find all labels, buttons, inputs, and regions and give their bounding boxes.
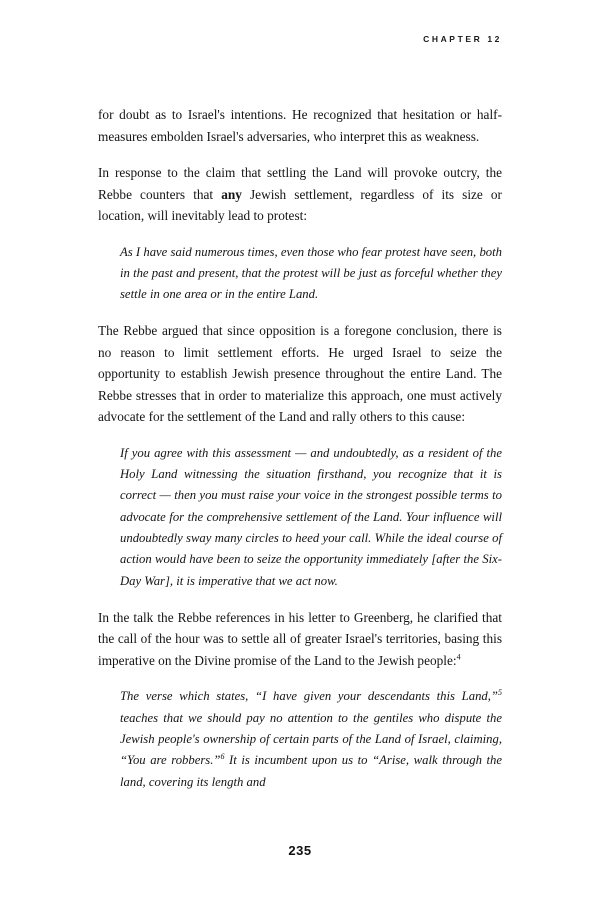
page-content: [98, 104, 502, 808]
body-paragraph: for doubt as to Israel's intentions. He recognized that hesitation or half-measures embolden Israel's adversaries, who interpret this as weakness.: [98, 107, 502, 144]
footnote-marker[interactable]: 6: [220, 752, 225, 762]
block-quote: [98, 242, 502, 306]
page-number: 235: [288, 843, 312, 858]
footnote-marker[interactable]: 4: [456, 652, 461, 662]
quote-text-segment: teaches that we should pay no attention to the gentiles who dispute the Jewish people's ownership of certain parts of the Land of Israel, claiming, “You are robbers.”: [120, 710, 502, 768]
paragraph-text-segment: Jewish settlement, regardless of its size or location, will inevitably lead to protest:: [98, 186, 502, 223]
quote-text: As I have said numerous times, even those who fear protest have seen, both in the past and present, that the protest will be just as forceful whether they settle in one area or in the entire Land.: [120, 244, 502, 302]
paragraph-text-segment: In the talk the Rebbe references in his letter to Greenberg, he clarified that the call of the hour was to settle all of greater Israel's territories, basing this imperative on the Divine promise of the Land to the Jewish people:: [98, 609, 502, 668]
body-paragraph: The Rebbe argued that since opposition is a foregone conclusion, there is no reason to limit settlement efforts. He urged Israel to seize the opportunity to establish Jewish presence throughout the entire Land. The Rebbe stresses that in order to materialize this approach, one must actively advocate for the settlement of the Land and rally others to this cause:: [98, 323, 502, 425]
body-paragraph: [98, 162, 502, 227]
body-paragraph: [98, 607, 502, 672]
running-head: CHAPTER 12: [423, 34, 502, 44]
emphasis-any: any: [221, 186, 242, 202]
quote-text-segment: The verse which states, “I have given your descendants this Land,”: [120, 689, 498, 704]
footnote-marker[interactable]: 5: [498, 688, 502, 698]
block-quote: [98, 443, 502, 592]
quote-text: If you agree with this assessment — and undoubtedly, as a resident of the Holy Land witnessing the situation firsthand, you recognize that it is correct — then you must raise your voice in the strongest possible terms to advocate for the comprehensive settlement of the Land. Your influence will undoubtedly sway many circles to heed your call. While the ideal course of action would have been to seize the opportunity immediately [after the Six-Day War], it is imperative that we act now.: [120, 445, 502, 588]
block-quote: [98, 686, 502, 792]
paragraph-text-segment: In response to the claim that settling the Land will provoke outcry, the Rebbe counters that: [98, 165, 502, 202]
quote-text-segment: It is incumbent upon us to “Arise, walk through the land, covering its length and: [120, 753, 502, 789]
quote-text: [120, 686, 502, 792]
